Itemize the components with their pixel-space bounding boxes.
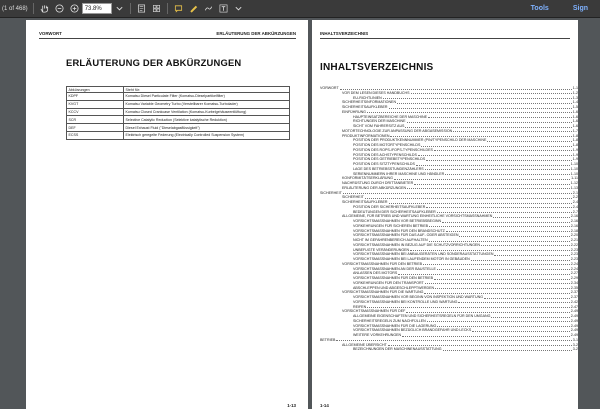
toc-leader-dots xyxy=(487,138,571,142)
zoom-dropdown[interactable] xyxy=(82,3,127,14)
toc-leader-dots xyxy=(398,271,570,275)
toc-entry-page: 2-49 xyxy=(570,323,578,328)
toc-entry[interactable] xyxy=(320,347,578,352)
toc-entry-page: 2-49 xyxy=(570,333,578,337)
sign-link[interactable]: Sign xyxy=(572,5,588,12)
toc-leader-dots xyxy=(429,238,570,242)
toc-leader-dots xyxy=(397,100,572,104)
toc-entry-title: POSITION DER SICHERHEITSAUFKLEBER xyxy=(353,204,426,209)
toc-leader-dots xyxy=(394,176,570,180)
toc-entry-title: MOTORTECHNOLOGIE ZUR ANPASSUNG DER ABGASEMISSION xyxy=(342,128,453,133)
toc-leader-dots xyxy=(407,119,572,123)
toc-entry-title: ALLGEMEINE ÜBERSICHT xyxy=(342,342,387,347)
toc-entry-page: 1-8 xyxy=(572,138,578,143)
toc-leader-dots xyxy=(423,262,570,266)
toc-entry-title: BEDEUTUNGEN DER SICHERHEITSAUFKLEBER xyxy=(353,209,436,214)
toc-entry-page: 1-6 xyxy=(572,119,578,124)
page-number: 1-14 xyxy=(320,403,329,408)
toc-entry-page: 1-6 xyxy=(572,114,578,119)
toc-entry-page: 1-10 xyxy=(570,171,578,176)
toc-entry-page: 2-49 xyxy=(570,309,578,314)
toc-entry-page: 2-42 xyxy=(570,299,578,304)
toc-leader-dots xyxy=(437,324,570,328)
toc-entry-title: SICHERHEIT xyxy=(320,190,342,195)
toc-leader-dots xyxy=(481,243,570,247)
toc-entry-page: 1-1 xyxy=(572,86,578,90)
more-tools-icon[interactable] xyxy=(233,3,244,14)
toc-entry-page: 2-24 xyxy=(570,261,578,266)
toc-leader-dots xyxy=(426,157,572,161)
toc-entry-page: 1-8 xyxy=(572,133,578,138)
page-title: ERLÄUTERUNG DER ABKÜRZUNGEN xyxy=(66,57,242,68)
toc-entry-title: VORKEHRUNGEN FÜR SICHEREN BETRIEB xyxy=(353,223,429,228)
toc-entry-title: VORSICHTSMASSNAHMEN BEI ANBAUGERÄTEN UND SONDERAUSSTATTUNGEN xyxy=(353,252,494,257)
page-header: INHALTSVERZEICHNIS xyxy=(320,31,369,36)
toc-leader-dots xyxy=(491,314,569,318)
toc-entry-title: HAUPTEINSATZBEREICHE DER MASCHINE xyxy=(353,114,428,119)
toc-entry-page: 2-1 xyxy=(572,190,578,195)
toolbar-separator xyxy=(33,3,34,14)
abbr-cell: ECSS xyxy=(67,131,124,139)
toc-entry-title: ERLÄUTERUNG DER ABKÜRZUNGEN xyxy=(342,185,407,190)
toc-entry-page: 2-21 xyxy=(570,238,578,242)
table-row xyxy=(67,124,290,132)
toc-entry-page: 1-6 xyxy=(572,124,578,128)
page-title: INHALTSVERZEICHNIS xyxy=(320,62,434,73)
toc-entry-title: BEZEICHNUNGEN DER MASCHINENAUSSTATTUNG xyxy=(353,347,442,352)
toc-leader-dots xyxy=(445,172,570,176)
toc-entry-title: LAGE DES BETRIEBSSTUNDENZÄHLERS xyxy=(353,166,424,171)
chevron-down-icon[interactable] xyxy=(114,3,125,14)
toc-leader-dots xyxy=(418,153,572,157)
toc-entry-title: VORSICHTSMASSNAHMEN FÜR DAS AUF- ODER ABSTEIGEN xyxy=(353,233,459,238)
toc-entry-page: 2-47 xyxy=(570,304,578,309)
toc-entry-title: ALLGEMEINE, FÜR BETRIEB UND WARTUNG EINHEITLICHE VORSICHTSMASSNAHMEN xyxy=(342,214,493,219)
toolbar-separator xyxy=(167,3,168,14)
toc-entry-title: EU-RICHTLINIEN xyxy=(353,95,382,100)
toc-entry-page: 2-22 xyxy=(570,242,578,247)
meaning-cell: Diesel Exhaust Fluid ("Dieselabgasflüssigkeit") xyxy=(124,124,290,132)
text-select-icon[interactable] xyxy=(218,3,229,14)
toc-entry-title: SICHT VOM FAHRERSITZ AUS xyxy=(353,124,405,128)
toc-entry-page: 3-1 xyxy=(572,337,578,342)
toc-entry-title: ANLASSEN DES MOTORS xyxy=(353,271,398,276)
toc-entry-page: 2-49 xyxy=(570,314,578,318)
toc-leader-dots xyxy=(435,286,570,290)
table-row xyxy=(67,93,290,101)
toc-entry-page: 1-5 xyxy=(572,105,578,109)
toc-leader-dots xyxy=(336,338,571,342)
toc-entry-page: 2-7 xyxy=(572,209,578,214)
toc-entry-page: 1-9 xyxy=(572,157,578,162)
toc-entry-page: 1-9 xyxy=(572,152,578,157)
toc-entry-page: 3-2 xyxy=(572,347,578,352)
toc-entry-title: VORSICHTSMASSNAHMEN BEI LAUFENDEM MOTOR IN GEBÄUDEN xyxy=(353,257,470,261)
toc-entry-title: POSITION DES ACHSTYPENSCHILDS xyxy=(353,152,417,157)
toc-entry-page: 3-2 xyxy=(572,342,578,347)
toc-entry-title: POSITION DES SITZTYPENSCHILDS xyxy=(353,162,415,166)
toc-leader-dots xyxy=(410,248,570,252)
toc-leader-dots xyxy=(390,134,571,138)
page-count: (1 of 468) xyxy=(2,5,28,12)
zoom-input[interactable]: 73.8% xyxy=(82,3,112,14)
toc-entry-title: RICHTUNGEN DER MASCHINE xyxy=(353,119,406,124)
toc-entry-page: 2-16 xyxy=(570,219,578,223)
toc-leader-dots xyxy=(402,333,570,337)
toc-entry-page: 2-16 xyxy=(570,214,578,219)
toc-leader-dots xyxy=(340,86,572,90)
toc-leader-dots xyxy=(443,347,572,351)
meaning-cell: Komatsu Variable Geometry Turbo (Verstellbarer Komatsu-Turbolader) xyxy=(124,100,290,108)
toc-entry-title: SICHERHEITSAUFKLEBER xyxy=(342,105,388,109)
toc-entry-page: 1-9 xyxy=(572,147,578,152)
toc-entry-title: VOR DEM LESEN DIESES HANDBUCHS xyxy=(342,90,410,95)
toc-leader-dots xyxy=(406,309,570,313)
toc-entry-title: VORSICHTSMASSNAHMEN FÜR DEN BETRIEB xyxy=(353,276,434,280)
toc-entry-title: KONFORMITÄTSERKLÄRUNG xyxy=(342,176,393,181)
toc-leader-dots xyxy=(493,214,569,218)
toc-entry-title: ALLGEMEINE EIGENSCHAFTEN UND SICHERHEITSREGELN FÜR DEN UMGANG xyxy=(353,314,491,318)
toc-entry-page: 1-11 xyxy=(571,176,578,181)
toc-entry-title: POSITION DES GETRIEBETYPENSCHILDS xyxy=(353,157,426,162)
toc-leader-dots xyxy=(427,319,570,323)
toc-entry-title: VORSICHTSMASSNAHMEN BEI KONTROLLE UND WARTUNG xyxy=(353,299,458,304)
toc-leader-dots xyxy=(421,143,571,147)
toc-entry-page: 1-8 xyxy=(572,143,578,147)
toc-entry-page: 1-7 xyxy=(572,128,578,133)
toc-entry-page: 1-6 xyxy=(572,109,578,114)
toc-entry-page: 2-35 xyxy=(570,285,578,290)
toc-entry-title: VORSICHTSMASSNAHMEN BEZÜGLICH BRANDGEFAHR UND LECKS xyxy=(353,328,472,333)
toc-entry-title: ABSCHLEPPEN UND ABGESCHLEPPTWERDEN xyxy=(353,285,435,290)
toc-entry-title: VORSICHTSMASSNAHMEN FÜR DEN BRANDSCHUTZ xyxy=(353,228,445,233)
toc-entry-title: VORSICHTSMASSNAHMEN VOR BEGINN VON INSPEKTION UND WARTUNG xyxy=(353,295,483,299)
toc-leader-dots xyxy=(411,91,572,95)
toc-entry-page: 2-20 xyxy=(570,233,578,238)
hand-tool-icon[interactable] xyxy=(39,3,50,14)
draw-icon[interactable] xyxy=(203,3,214,14)
toc-leader-dots xyxy=(446,229,570,233)
toc-entry-title: REIFEN xyxy=(353,304,367,309)
toc-leader-dots xyxy=(434,148,572,152)
toc-leader-dots xyxy=(416,162,570,166)
toc-entry-page: 2-49 xyxy=(570,318,578,323)
toc-entry-page: 2-37 xyxy=(570,295,578,299)
table-of-contents xyxy=(320,86,578,352)
toc-leader-dots xyxy=(388,343,572,347)
toc-entry-page: 1-10 xyxy=(570,166,578,171)
toc-entry-page: 2-23 xyxy=(570,252,578,257)
toc-leader-dots xyxy=(484,295,570,299)
toc-leader-dots xyxy=(437,210,572,214)
abbr-cell: KVGT xyxy=(67,100,124,108)
meaning-cell: Elektrisch geregelte Federung (Electrically Controlled Suspension System) xyxy=(124,131,290,139)
toc-entry-page: 1-12 xyxy=(570,181,578,185)
toc-leader-dots xyxy=(471,257,570,261)
table-row xyxy=(67,116,290,124)
toc-leader-dots xyxy=(425,167,570,171)
toc-entry-title: WEITERE VORKEHRUNGEN xyxy=(353,333,402,337)
toc-leader-dots xyxy=(437,267,570,271)
toc-leader-dots xyxy=(428,115,572,119)
toc-leader-dots xyxy=(389,200,572,204)
document-page-right xyxy=(312,20,578,409)
toc-entry-page: 2-34 xyxy=(570,280,578,285)
toc-entry-title: VORSICHTSMASSNAHMEN FÜR DEF xyxy=(342,309,406,314)
meaning-cell: Selective Catalytic Reduction (Selektive katalytische Reduktion) xyxy=(124,116,290,124)
toc-entry-page: 2-23 xyxy=(570,247,578,252)
toc-leader-dots xyxy=(343,191,572,195)
toc-leader-dots xyxy=(494,252,569,256)
comment-icon[interactable] xyxy=(173,3,184,14)
toc-leader-dots xyxy=(414,181,570,185)
toc-entry-page: 2-2 xyxy=(572,195,578,200)
toc-leader-dots xyxy=(453,129,572,133)
table-row xyxy=(67,131,290,139)
toc-entry-title: PRODUKTINFORMATIONEN xyxy=(342,133,390,138)
abbr-cell: DEF xyxy=(67,124,124,132)
toc-leader-dots xyxy=(472,328,570,332)
tools-link[interactable]: Tools xyxy=(530,5,549,12)
toc-entry-title: POSITION DES ROPS-/FOPS-TYPENSCHILDES xyxy=(353,147,433,152)
toc-entry-title: VORSICHTSMASSNAHMEN FÜR DEN BETRIEB xyxy=(342,261,423,266)
table-header-cell: Abkürzungen xyxy=(67,87,124,93)
toc-leader-dots xyxy=(383,96,572,100)
page-number: 1-13 xyxy=(287,403,296,408)
grid-view-icon[interactable] xyxy=(151,3,162,14)
toc-entry-title: SICHERHEITSINFORMATIONEN xyxy=(342,100,397,105)
table-row xyxy=(67,108,290,116)
toc-leader-dots xyxy=(365,195,572,199)
toc-leader-dots xyxy=(405,124,571,128)
toc-leader-dots xyxy=(389,105,572,109)
save-file-icon[interactable] xyxy=(136,3,147,14)
abbr-cell: KDPF xyxy=(67,93,124,101)
toc-leader-dots xyxy=(424,290,569,294)
toc-leader-dots xyxy=(434,276,570,280)
toolbar-separator xyxy=(130,3,131,14)
toc-entry-title: SICHERHEIT xyxy=(342,195,364,200)
toc-entry-page: 1-4 xyxy=(572,100,578,105)
toc-entry-page: 2-23 xyxy=(570,257,578,261)
toc-leader-dots xyxy=(459,233,569,237)
toc-leader-dots xyxy=(426,205,572,209)
toc-leader-dots xyxy=(429,224,570,228)
table-row xyxy=(67,100,290,108)
toc-leader-dots xyxy=(367,110,572,114)
toc-entry-title: VORWORT xyxy=(320,86,339,90)
toc-entry-page: 2-24 xyxy=(570,266,578,271)
toc-entry-title: SERIENNUMMERN IHRER MASCHINE UND HÄNDLER xyxy=(353,171,445,176)
toc-entry-page: 1-3 xyxy=(572,95,578,100)
toc-entry-title: VORSICHTSMASSNAHMEN FÜR DIE LAGERUNG xyxy=(353,323,437,328)
toc-leader-dots xyxy=(425,281,570,285)
toc-entry-title: VORSICHTSMASSNAHMEN AN DER BAUSTELLE xyxy=(353,266,436,271)
toc-entry-title: NICHT IM GEFAHRENBEREICH AUFHALTEN xyxy=(353,238,428,242)
toc-entry-title: EINFÜHRUNG xyxy=(342,109,366,114)
toc-entry-page: 2-49 xyxy=(570,328,578,333)
header-rule xyxy=(320,38,570,39)
header-rule xyxy=(39,38,296,39)
zoom-in-icon[interactable] xyxy=(69,3,80,14)
table-header-cell: Steht für: xyxy=(124,87,290,93)
abbr-cell: SCR xyxy=(67,116,124,124)
toc-entry-title: VORSICHTSMASSNAHMEN IN BEZUG AUF DIE SCHUTZVORRICHTUNGEN xyxy=(353,242,480,247)
toc-entry-title: VORSICHTSMASSNAHMEN VOR BETRIEBSBEGINN xyxy=(353,219,442,223)
toc-entry-title: VORKEHRUNGEN FÜR DEN TRANSPORT xyxy=(353,280,424,285)
toc-entry-title: SICHERHEITSREGELN ZUM NACHFÜLLEN xyxy=(353,318,426,323)
toc-entry-page: 2-29 xyxy=(570,276,578,280)
toc-entry-page: 2-27 xyxy=(570,271,578,276)
pdf-toolbar xyxy=(0,0,600,18)
toc-leader-dots xyxy=(458,300,569,304)
highlighter-icon[interactable] xyxy=(188,3,199,14)
toc-leader-dots xyxy=(407,186,570,190)
toc-entry-page: 2-16 xyxy=(570,223,578,228)
toc-entry-title: NACHRÜSTUNG DURCH DRITTANBIETER xyxy=(342,181,414,185)
toc-entry-title: POSITION DES MOTORTYPENSCHILDS xyxy=(353,143,421,147)
abbreviation-table xyxy=(66,86,290,140)
page-header-right: ERLÄUTERUNG DER ABKÜRZUNGEN xyxy=(216,31,296,36)
toc-entry-title: SICHERHEITSAUFKLEBER xyxy=(342,200,388,204)
toc-entry-page: 2-18 xyxy=(570,228,578,233)
abbr-cell: KCCV xyxy=(67,108,124,116)
toc-entry-title: POSITION DER PRODUKTKENNNUMMER (PIN/TYPENSCHILD DER MASCHINE xyxy=(353,138,487,143)
toc-entry-title: VORSICHTSMASSNAHMEN FÜR DIE WARTUNG xyxy=(342,290,424,295)
toc-entry-page: 2-4 xyxy=(572,200,578,204)
toc-entry-page: 1-13 xyxy=(570,185,578,190)
toc-entry-title: BETRIEB xyxy=(320,337,336,342)
toc-entry-page: 2-37 xyxy=(570,290,578,295)
toc-leader-dots xyxy=(367,305,570,309)
document-page-left xyxy=(26,20,308,409)
meaning-cell: Komatsu Closed Crankcase Ventilation (Komatsu-Kurbelgehäuseentlüftung) xyxy=(124,108,290,116)
toc-entry-page: 1-10 xyxy=(570,162,578,166)
zoom-out-icon[interactable] xyxy=(54,3,65,14)
toc-entry-page: 2-4 xyxy=(572,204,578,209)
toolbar-right xyxy=(519,5,600,12)
meaning-cell: Komatsu Diesel Particulate Filter (Komatsu-Dieselpartikelfilter) xyxy=(124,93,290,101)
toc-entry-title: UNBEFUGTE VERÄNDERUNGEN xyxy=(353,247,410,252)
page-header-left: VORWORT xyxy=(39,31,62,36)
toc-entry-page: 1-2 xyxy=(572,90,578,95)
toc-leader-dots xyxy=(442,219,570,223)
